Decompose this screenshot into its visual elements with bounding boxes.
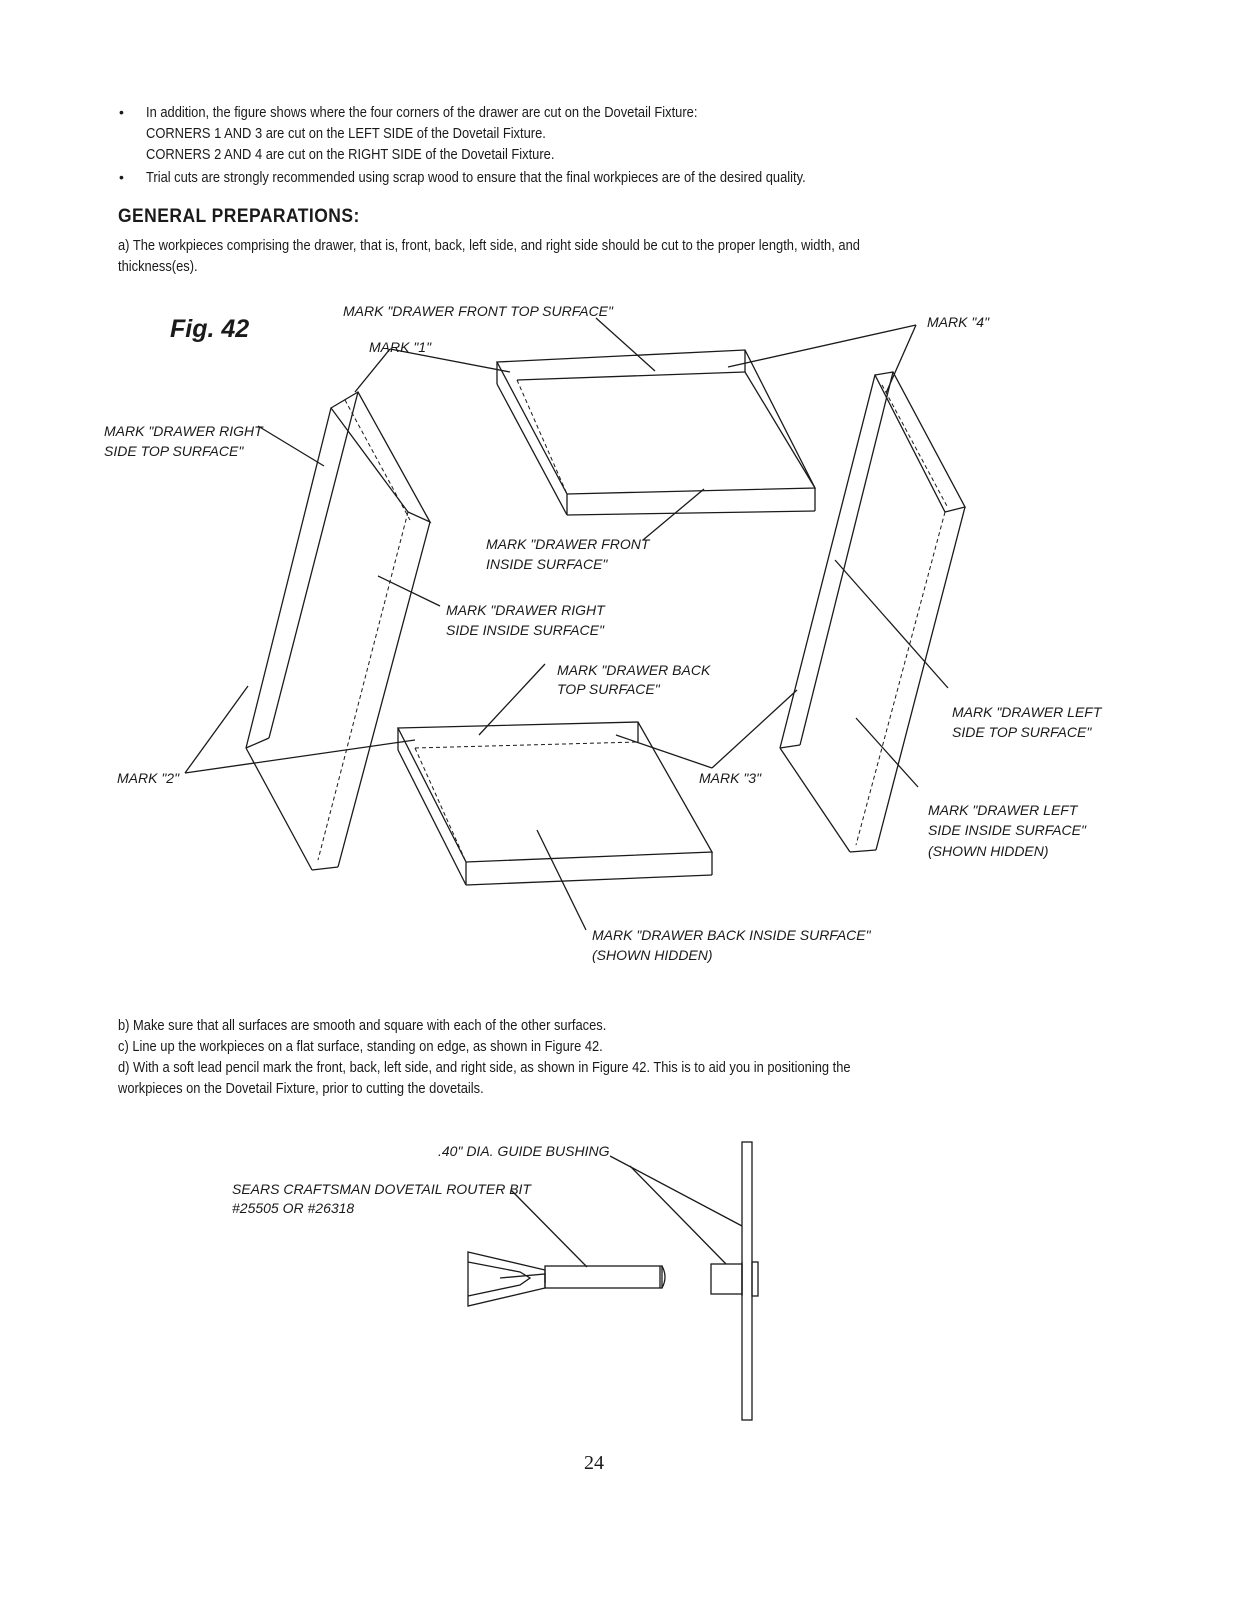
label-back-top-line1: MARK "DRAWER BACK — [557, 662, 711, 678]
step-d-line2: workpieces on the Dovetail Fixture, prior to cutting the dovetails. — [118, 1080, 484, 1097]
step-d-line1: d) With a soft lead pencil mark the front, back, left side, and right side, as shown in Figure 42. This is to aid you in positioning the — [118, 1059, 851, 1076]
label-right-inside-line1: MARK "DRAWER RIGHT — [446, 602, 605, 618]
bullet-marker: • — [119, 104, 124, 120]
drawer-left-side-board — [780, 372, 965, 852]
step-c: c) Line up the workpieces on a flat surface, standing on edge, as shown in Figure 42. — [118, 1038, 603, 1055]
figure-42-labels — [104, 303, 1103, 963]
drawer-right-side-board — [246, 392, 430, 870]
router-figure-leaders — [511, 1156, 742, 1267]
bullet-marker: • — [119, 169, 124, 185]
label-left-top-line2: SIDE TOP SURFACE" — [952, 724, 1092, 740]
label-front-inside-line2: INSIDE SURFACE" — [486, 556, 608, 572]
label-right-top-line1: MARK "DRAWER RIGHT — [104, 423, 263, 439]
label-guide-bushing: .40" DIA. GUIDE BUSHING — [438, 1143, 610, 1159]
figure-42-title: Fig. 42 — [170, 315, 250, 343]
drawer-back-board — [398, 722, 712, 885]
label-back-inside-line2: (SHOWN HIDDEN) — [592, 947, 713, 963]
label-left-top-line1: MARK "DRAWER LEFT — [952, 704, 1102, 720]
label-right-inside-line2: SIDE INSIDE SURFACE" — [446, 622, 604, 638]
page-number: 24 — [584, 1452, 604, 1474]
label-router-bit-line2: #25505 OR #26318 — [232, 1200, 355, 1216]
router-figure-labels — [232, 1143, 610, 1216]
label-mark-4: MARK "4" — [927, 314, 990, 330]
label-left-inside-line1: MARK "DRAWER LEFT — [928, 802, 1078, 818]
label-back-top-line2: TOP SURFACE" — [557, 681, 660, 697]
guide-bushing-drawing — [711, 1142, 758, 1420]
step-b: b) Make sure that all surfaces are smooth and square with each of the other surfaces. — [118, 1017, 607, 1034]
label-router-bit-line1: SEARS CRAFTSMAN DOVETAIL ROUTER BIT — [232, 1181, 531, 1197]
step-a-line2: thickness(es). — [118, 258, 198, 275]
intro-bullet1-line3: CORNERS 2 AND 4 are cut on the RIGHT SIDE of the Dovetail Fixture. — [146, 146, 555, 163]
label-front-top-surface: MARK "DRAWER FRONT TOP SURFACE" — [343, 303, 613, 319]
intro-bullet1-line2: CORNERS 1 AND 3 are cut on the LEFT SIDE of the Dovetail Fixture. — [146, 125, 546, 142]
label-front-inside-line1: MARK "DRAWER FRONT — [486, 536, 650, 552]
label-back-inside-line1: MARK "DRAWER BACK INSIDE SURFACE" — [592, 927, 871, 943]
label-mark-1: MARK "1" — [369, 339, 432, 355]
label-left-inside-line2: SIDE INSIDE SURFACE" — [928, 822, 1086, 838]
section-heading: GENERAL PREPARATIONS: — [118, 206, 360, 227]
drawer-front-board — [497, 350, 815, 515]
label-right-top-line2: SIDE TOP SURFACE" — [104, 443, 244, 459]
label-left-inside-line3: (SHOWN HIDDEN) — [928, 843, 1049, 859]
intro-bullet2: Trial cuts are strongly recommended using scrap wood to ensure that the final workpieces are of the desired quality. — [146, 169, 806, 186]
intro-bullet1-line1: In addition, the figure shows where the four corners of the drawer are cut on the Dovetail Fixture: — [146, 104, 698, 121]
router-bit-drawing — [468, 1252, 665, 1306]
label-mark-2: MARK "2" — [117, 770, 180, 786]
label-mark-3: MARK "3" — [699, 770, 762, 786]
step-a-line1: a) The workpieces comprising the drawer, that is, front, back, left side, and right side should be cut to the proper length, width, and — [118, 237, 860, 254]
